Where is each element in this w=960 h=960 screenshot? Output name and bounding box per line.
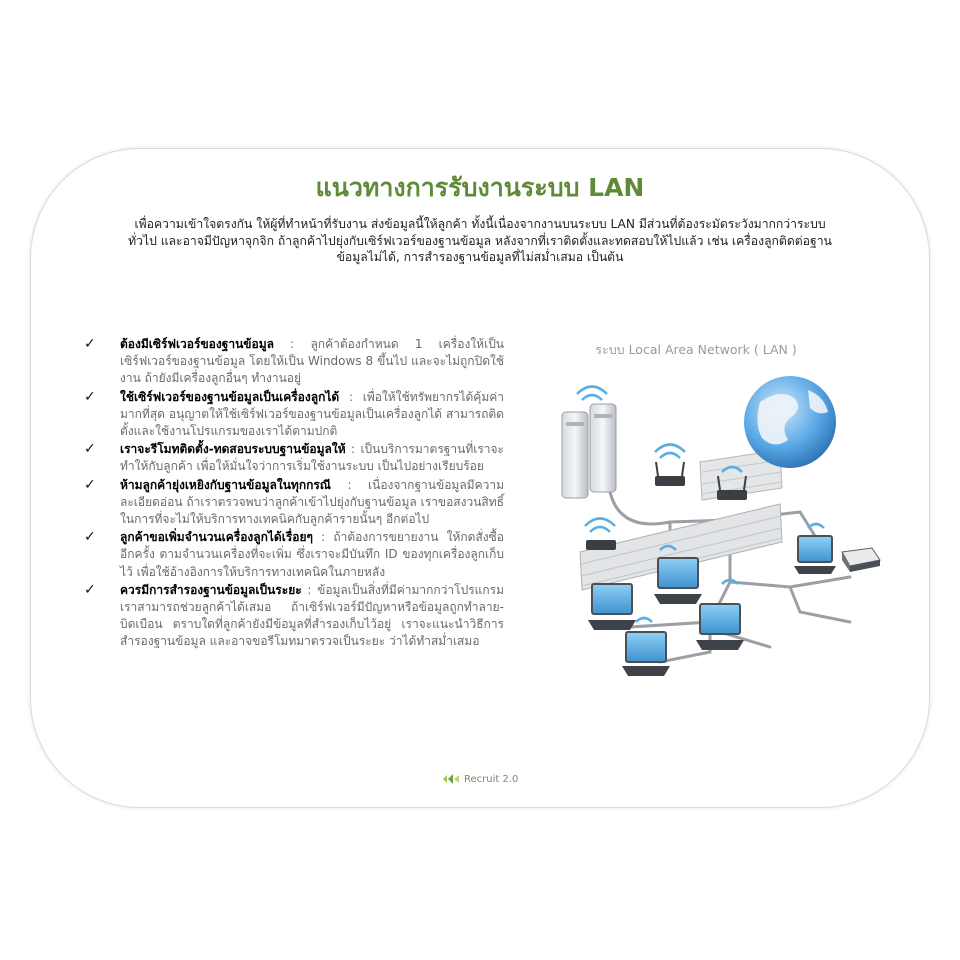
check-icon: ✓ xyxy=(84,581,96,598)
item-separator: : xyxy=(339,389,363,404)
printer-icon xyxy=(842,548,880,572)
page-title: แนวทางการรับงานระบบ LAN xyxy=(315,173,645,202)
item-separator: : xyxy=(330,477,369,492)
item-heading: ลูกค้าขอเพิ่มจำนวนเครื่องลูกได้เรื่อยๆ xyxy=(120,530,313,545)
item-text: เนื่องจากฐานข้อมูลมีความละเอียดอ่อน ถ้าเราตรวจพบว่าลูกค้าเข้าไปยุ่งกับฐานข้อมูล เราขอสงวนสิทธิ์ในการที่จะไม่ให้บริการทางเทคนิคกับลูกค้ารายนั้นๆ อีกต่อไป xyxy=(120,477,504,527)
item-text: ข้อมูลเป็นสิ่งที่มีค่ามากกว่าโปรแกรม เราสามารถช่วยลูกค้าได้เสมอ ถ้าเซิร์ฟเวอร์มีปัญหาหรือข้อมูลถูกทำลาย-บิดเบือน ตราบใดที่ลูกค้ายังมีข้อมูลที่สำรองเก็บไว้อยู่ เราจะแนะนำวิธีการสำรองฐานข้อมูล และอาจขอรีโมทมาตรวจเป็นระยะ ว่าได้ทำสม่ำเสมอ xyxy=(120,582,504,649)
intro-paragraph: เพื่อความเข้าใจตรงกัน ให้ผู้ที่ทำหน้าที่รับงาน ส่งข้อมูลนี้ให้ลูกค้า ทั้งนี้เนื่องจากงานบนระบบ LAN มีส่วนที่ต้องระมัดระวังมากกว่าระบบทั่วไป และอาจมีปัญหาจุกจิก ถ้าลูกค้าไปยุ่งกับเซิร์ฟเวอร์ของฐานข้อมูล หลังจากที่เราติดตั้งและทดสอบให้ไปแล้ว เช่น เครื่องลูกติดต่อฐานข้อมูลไม่ได้, การสำรองฐานข้อมูลที่ไม่สม่ำเสมอ เป็นต้น xyxy=(128,217,832,264)
diagram-title: ระบบ Local Area Network ( LAN ) xyxy=(595,342,797,357)
guideline-list xyxy=(84,336,504,652)
list-item xyxy=(84,529,504,581)
item-text: เป็นบริการมาตรฐานที่เราจะทำให้กับลูกค้า เพื่อให้มั่นใจว่าการเริ่มใช้งานระบบ เป็นไปอย่างเรียบร้อย xyxy=(120,442,504,474)
lan-network-diagram xyxy=(550,372,890,692)
footer-text: Recruit 2.0 xyxy=(464,773,519,785)
item-separator: : xyxy=(273,337,311,351)
item-heading: ห้ามลูกค้ายุ่งเหยิงกับฐานข้อมูลในทุกกรณี xyxy=(120,477,331,492)
item-separator: : xyxy=(312,530,334,545)
server-rack-icon xyxy=(562,404,616,498)
item-text: ถ้าต้องการขยายงาน ให้กดสั่งซื้ออีกครั้ง ตามจำนวนเครื่องที่จะเพิ่ม ซึ่งเราจะมีบันทึก ID ของทุกเครื่องลูกเก็บไว้ เพื่อใช้อ้างอิงการให้บริการทางเทคนิคในภายหลัง xyxy=(120,530,504,579)
item-separator: : xyxy=(345,442,361,457)
item-heading: ใช้เซิร์ฟเวอร์ของฐานข้อมูลเป็นเครื่องลูกได้ xyxy=(120,389,340,404)
list-item xyxy=(84,389,504,441)
check-icon: ✓ xyxy=(84,336,96,352)
list-item xyxy=(84,441,504,475)
item-heading: ควรมีการสำรองฐานข้อมูลเป็นระยะ xyxy=(120,582,302,597)
check-icon: ✓ xyxy=(84,441,96,458)
globe-icon xyxy=(744,376,836,468)
footer-brand xyxy=(442,773,518,785)
list-item xyxy=(84,477,504,529)
recruit-logo-icon xyxy=(442,773,460,785)
list-item xyxy=(84,582,504,651)
item-heading: เราจะรีโมทติดตั้ง-ทดสอบระบบฐานข้อมูลให้ xyxy=(120,442,346,457)
check-icon: ✓ xyxy=(84,529,96,546)
item-text: ลูกค้าต้องกำหนด 1 เครื่องให้เป็นเซิร์ฟเวอร์ของฐานข้อมูล โดยให้เป็น Windows 8 ขึ้นไป และจะไม่ถูกปิดใช้งาน ถ้ายังมีเครื่องลูกอื่นๆ ทำงานอยู่ xyxy=(120,337,505,386)
item-text: เพื่อให้ใช้ทรัพยากรได้คุ้มค่ามากที่สุด อนุญาตให้ใช้เซิร์ฟเวอร์ของฐานข้อมูลเป็นเครื่องลูกได้ สามารถติดตั้งและใช้งานโปรแกรมของเราได้ตามปกติ xyxy=(120,389,504,439)
list-item xyxy=(84,336,504,388)
check-icon: ✓ xyxy=(84,388,96,405)
item-separator: : xyxy=(301,582,318,597)
item-heading: ต้องมีเซิร์ฟเวอร์ของฐานข้อมูล xyxy=(120,337,274,351)
check-icon: ✓ xyxy=(84,476,96,493)
